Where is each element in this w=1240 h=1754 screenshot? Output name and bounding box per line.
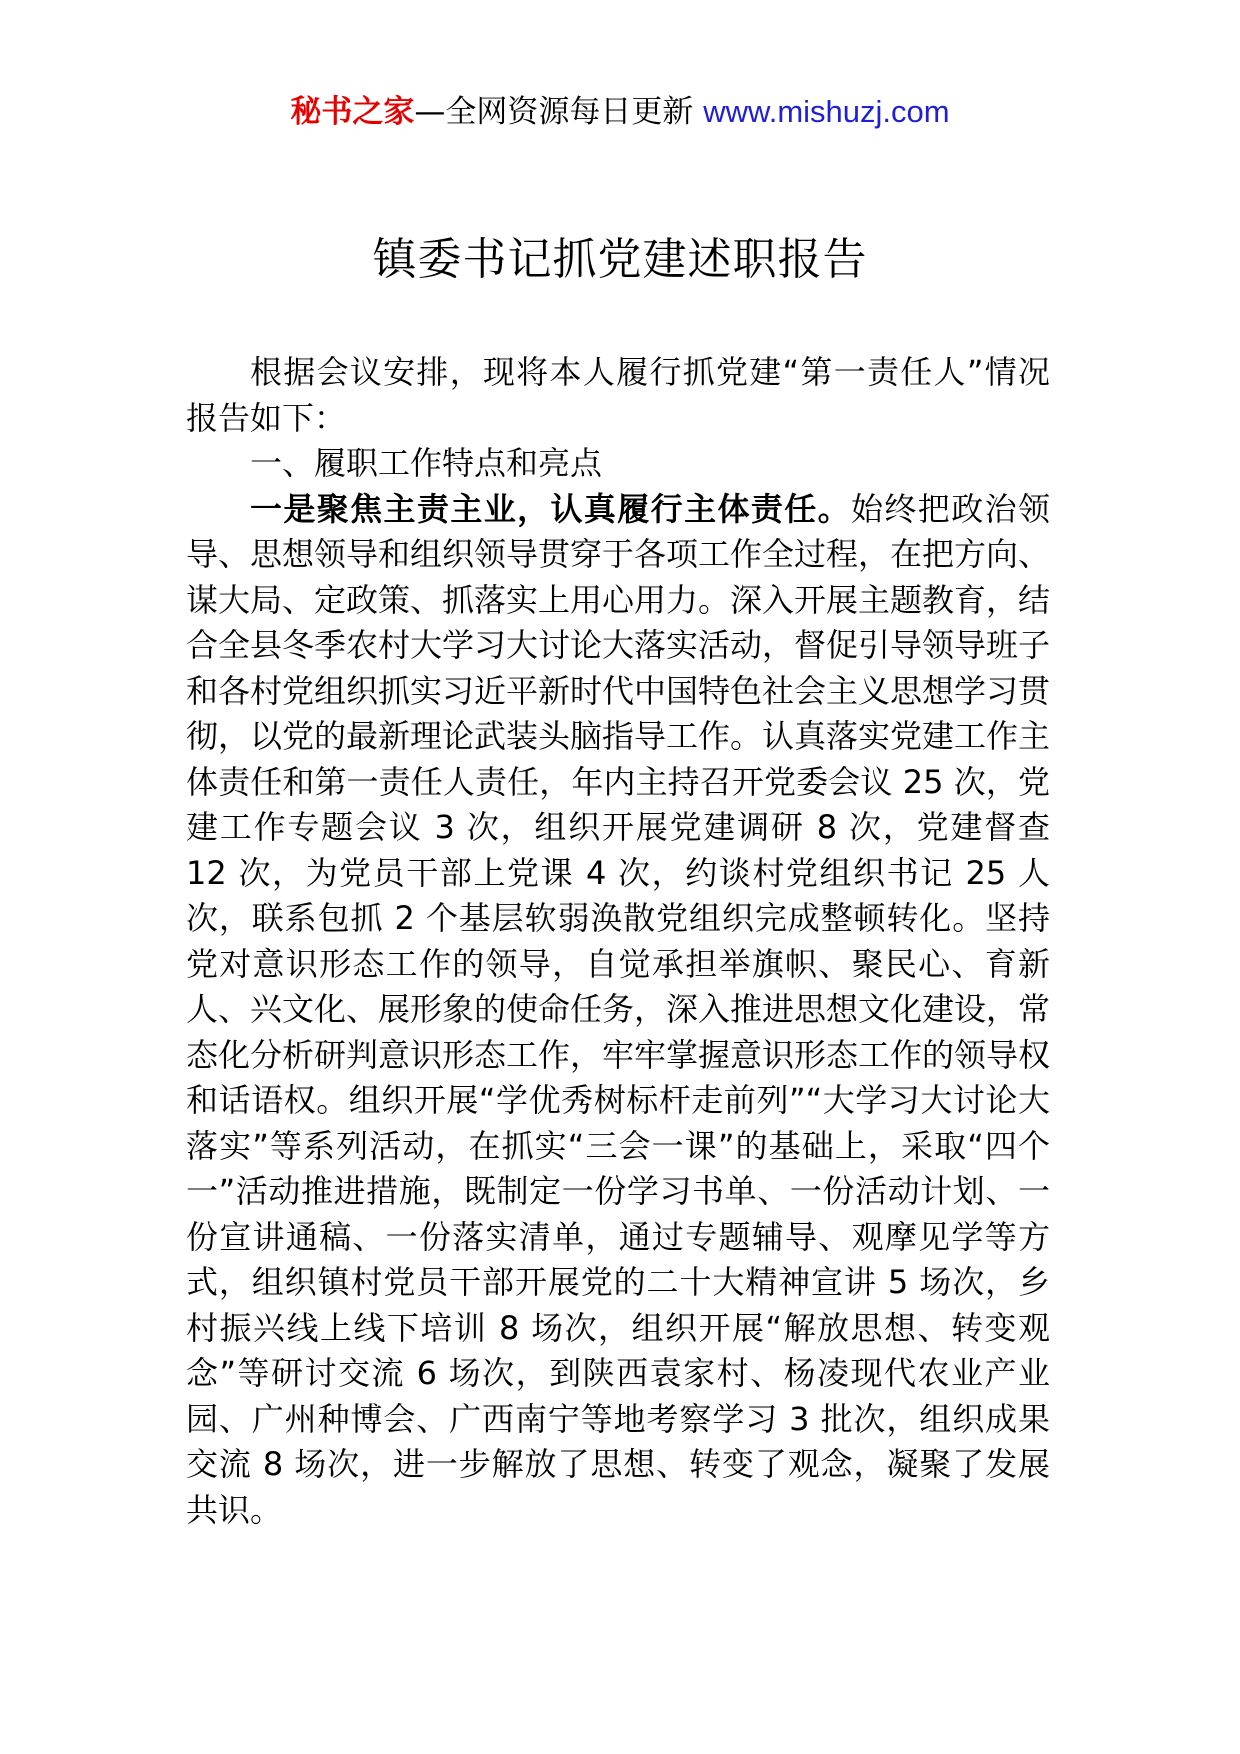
document-title: 镇委书记抓党建述职报告 xyxy=(372,234,868,285)
point-one-paragraph xyxy=(186,487,1050,1534)
site-header xyxy=(0,92,1240,132)
document-body xyxy=(186,350,1050,1533)
brand-name: 秘书之家 xyxy=(290,94,415,130)
intro-paragraph: 根据会议安排，现将本人履行抓党建“第一责任人”情况报告如下： xyxy=(186,353,1050,437)
point-one-lead: 一是聚焦主责主业，认真履行主体责任。 xyxy=(250,489,852,528)
section-heading: 一、履职工作特点和亮点 xyxy=(250,444,603,482)
site-url-link[interactable]: www.mishuzj.com xyxy=(703,94,950,129)
header-tagline: —全网资源每日更新 xyxy=(414,94,704,130)
point-one-body: 始终把政治领导、思想领导和组织领导贯穿于各项工作全过程，在把方向、谋大局、定政策、抓落实上用心用力。深入开展主题教育，结合全县冬季农村大学习大讨论大落实活动，督促引导领导班子和各村党组织抓实习近平新时代中国特色社会主义思想学习贯彻，以党的最新理论武装头脑指导工作。认真落实党建工作主体责任和第一责任人责任，年内主持召开党委会议 25 次，党建工作专题会议 3 次，组织开展党建调研 8 次，党建督查 12 次，为党员干部上党课 4 次，约谈村党组织书记 25 人次，联系包抓 2 个基层软弱涣散党组织完成整顿转化。坚持党对意识形态工作的领导，自觉承担举旗帜、聚民心、育新人、兴文化、展形象的使命任务，深入推进思想文化建设，常态化分析研判意识形态工作，牢牢掌握意识形态工作的领导权和话语权。组织开展“学优秀树标杆走前列”“大学习大讨论大落实”等系列活动，在抓实“三会一课”的基础上，采取“四个一”活动推进措施，既制定一份学习书单、一份活动计划、一份宣讲通稿、一份落实清单，通过专题辅导、观摩见学等方式，组织镇村党员干部开展党的二十大精神宣讲 5 场次，乡村振兴线上线下培训 8 场次，组织开展“解放思想、转变观念”等研讨交流 6 场次，到陕西袁家村、杨凌现代农业产业园、广州种博会、广西南宁等地考察学习 3 批次，组织成果交流 8 场次，进一步解放了思想、转变了观念，凝聚了发展共识。 xyxy=(186,489,1051,1529)
